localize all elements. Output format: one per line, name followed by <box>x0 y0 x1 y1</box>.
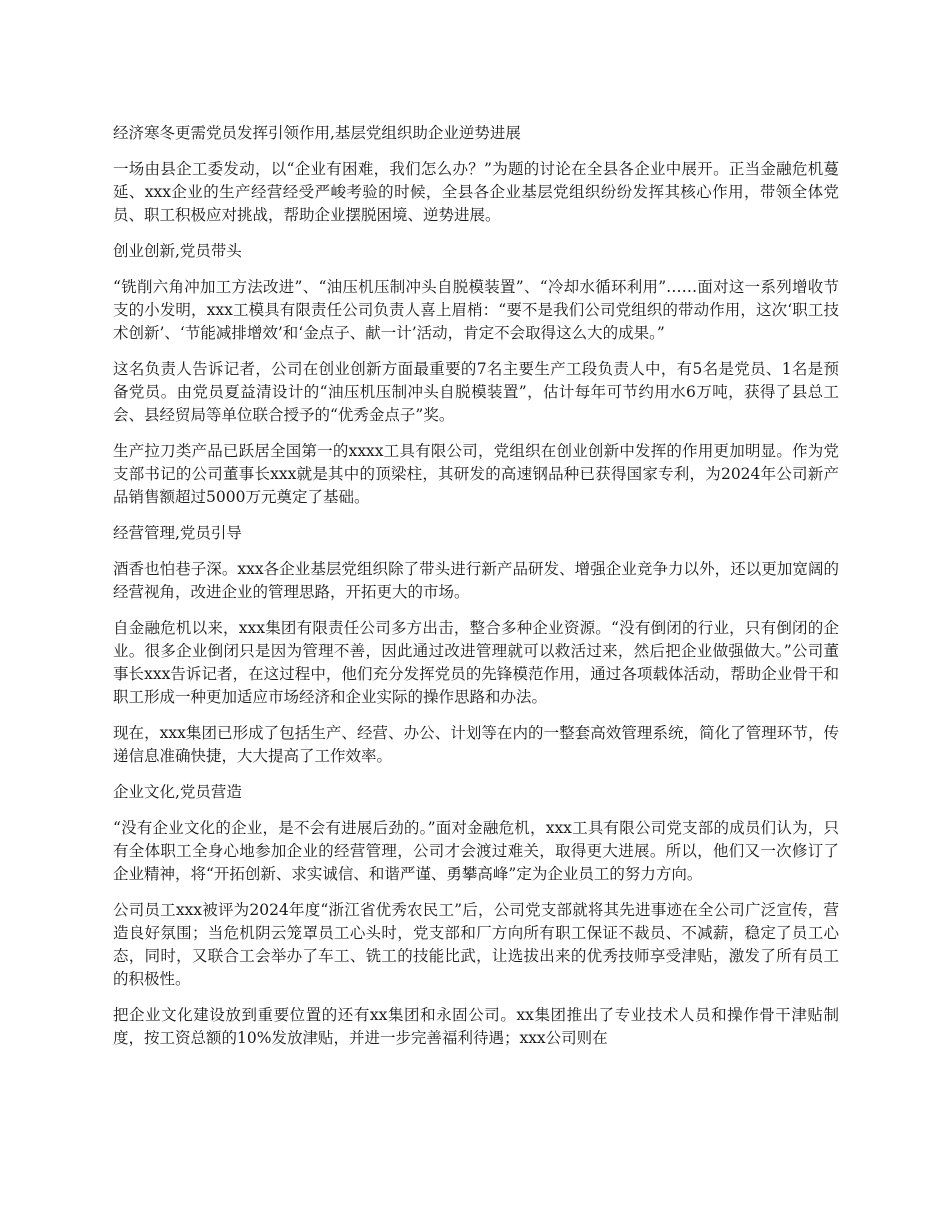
document-page <box>113 122 839 1063</box>
paragraph: 把企业文化建设放到重要位置的还有xx集团和永固公司。xx集团推出了专业技术人员和操作骨干津贴制度，按工资总额的10%发放津贴，并进一步完善福利待遇；xxx公司则在 <box>113 1006 839 1047</box>
paragraph-intro: 一场由县企工委发动，以“企业有困难，我们怎么办？”为题的讨论在全县各企业中展开。正当金融危机蔓延、xxx企业的生产经营经受严峻考验的时候，全县各企业基层党组织纷纷发挥其核心作用，带领全体党员、职工积极应对挑战，帮助企业摆脱困境、逆势进展。 <box>113 160 839 224</box>
paragraph: 这名负责人告诉记者，公司在创业创新方面最重要的7名主要生产工段负责人中，有5名是党员、1名是预备党员。由党员夏益清设计的“油压机压制冲头自脱模装置”，估计每年可节约用水6万吨，获得了县总工会、县经贸局等单位联合授予的“优秀金点子”奖。 <box>113 360 839 424</box>
paragraph: “没有企业文化的企业，是不会有进展后劲的。”面对金融危机，xxx工具有限公司党支部的成员们认为，只有全体职工全身心地参加企业的经营管理，公司才会渡过难关，取得更大进展。所以，他们又一次修订了企业精神，将“开拓创新、求实诚信、和谐严谨、勇攀高峰”定为企业员工的努力方向。 <box>113 819 839 883</box>
paragraph: “铣削六角冲加工方法改进”、“油压机压制冲头自脱模装置”、“冷却水循环利用”……面对这一系列增收节支的小发明，xxx工模具有限责任公司负责人喜上眉梢：“要不是我们公司党组织的带动作用，这次‘职工技术创新’、‘节能减排增效’和‘金点子、献一计’活动，肯定不会取得这么大的成果。” <box>113 278 839 342</box>
paragraph: 生产拉刀类产品已跃居全国第一的xxxx工具有限公司，党组织在创业创新中发挥的作用更加明显。作为党支部书记的公司董事长xxx就是其中的顶梁柱，其研发的高速钢品种已获得国家专利，为2024年公司新产品销售额超过5000万元奠定了基础。 <box>113 442 839 506</box>
paragraph: 公司员工xxx被评为2024年度“浙江省优秀农民工”后，公司党支部就将其先进事迹在全公司广泛宣传，营造良好氛围；当危机阴云笼罩员工心头时，党支部和厂方向所有职工保证不裁员、不减薪，稳定了员工心态，同时，又联合工会举办了车工、铣工的技能比武，让选拔出来的优秀技师享受津贴，激发了所有员工的积极性。 <box>113 901 839 988</box>
document-title: 经济寒冬更需党员发挥引领作用,基层党组织助企业逆势进展 <box>113 124 521 142</box>
paragraph: 酒香也怕巷子深。xxx各企业基层党组织除了带头进行新产品研发、增强企业竞争力以外，还以更加宽阔的经营视角，改进企业的管理思路，开拓更大的市场。 <box>113 560 839 601</box>
section-heading-culture: 企业文化,党员营造 <box>113 783 242 801</box>
section-heading-management: 经营管理,党员引导 <box>113 524 242 542</box>
section-heading-innovation: 创业创新,党员带头 <box>113 242 242 260</box>
paragraph: 现在，xxx集团已形成了包括生产、经营、办公、计划等在内的一整套高效管理系统，简化了管理环节，传递信息准确快捷，大大提高了工作效率。 <box>113 724 839 765</box>
paragraph: 自金融危机以来，xxx集团有限责任公司多方出击，整合多种企业资源。“没有倒闭的行业，只有倒闭的企业。很多企业倒闭只是因为管理不善，因此通过改进管理就可以救活过来，然后把企业做强做大。”公司董事长xxx告诉记者，在这过程中，他们充分发挥党员的先锋模范作用，通过各项载体活动，帮助企业骨干和职工形成一种更加适应市场经济和企业实际的操作思路和办法。 <box>113 619 839 706</box>
